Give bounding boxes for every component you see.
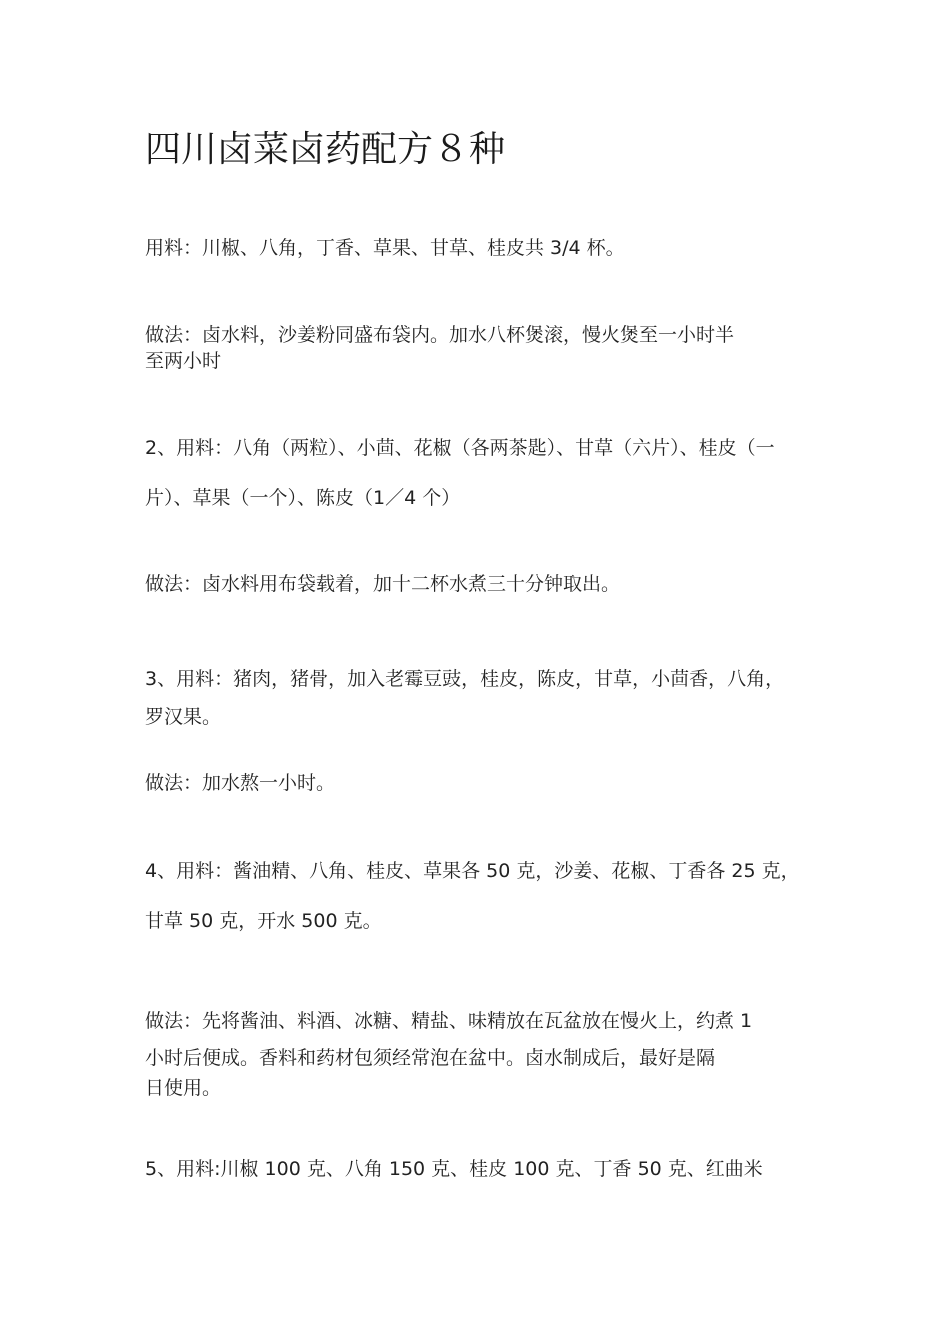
text-line: 5、用料:川椒 100 克、八角 150 克、桂皮 100 克、丁香 50 克、红曲米	[145, 1158, 763, 1180]
paragraph-method-1	[145, 322, 815, 374]
text-line: 小时后便成。香料和药材包须经常泡在盆中。卤水制成后，最好是隔	[145, 1047, 716, 1069]
text-line: 罗汉果。	[145, 706, 222, 728]
paragraph-method-2	[145, 571, 815, 597]
paragraph-ingredients-5	[145, 1156, 815, 1182]
paragraph-ingredients-2	[145, 423, 815, 523]
text-line: 做法：卤水料，沙姜粉同盛布袋内。加水八杯煲滚，慢火煲至一小时半	[145, 324, 735, 346]
text-line: 片）、草果（一个）、陈皮（1／4 个）	[145, 487, 461, 509]
text-line: 做法：卤水料用布袋载着，加十二杯水煮三十分钟取出。	[145, 573, 621, 595]
text-line: 2、用料：八角（两粒）、小茴、花椒（各两茶匙）、甘草（六片）、桂皮（一	[145, 437, 775, 459]
text-line: 4、用料：酱油精、八角、桂皮、草果各 50 克，沙姜、花椒、丁香各 25 克，	[145, 860, 800, 882]
text-line: 日使用。	[145, 1077, 222, 1099]
text-line: 甘草 50 克，开水 500 克。	[145, 910, 382, 932]
text-line: 做法：加水熬一小时。	[145, 772, 336, 794]
text-line: 3、用料：猪肉，猪骨，加入老霉豆豉，桂皮，陈皮，甘草，小茴香，八角，	[145, 668, 785, 690]
paragraph-method-4	[145, 1005, 815, 1097]
paragraph-ingredients-4	[145, 846, 815, 946]
text-line: 用料：川椒、八角，丁香、草果、甘草、桂皮共 3/4 杯。	[145, 237, 625, 259]
paragraph-ingredients-1	[145, 235, 815, 261]
document-title: 四川卤菜卤药配方８种	[145, 129, 506, 170]
paragraph-method-3	[145, 770, 815, 796]
text-line: 做法：先将酱油、料酒、冰糖、精盐、味精放在瓦盆放在慢火上，约煮 1	[145, 1010, 753, 1032]
text-line: 至两小时	[145, 350, 222, 372]
paragraph-ingredients-3	[145, 660, 815, 736]
